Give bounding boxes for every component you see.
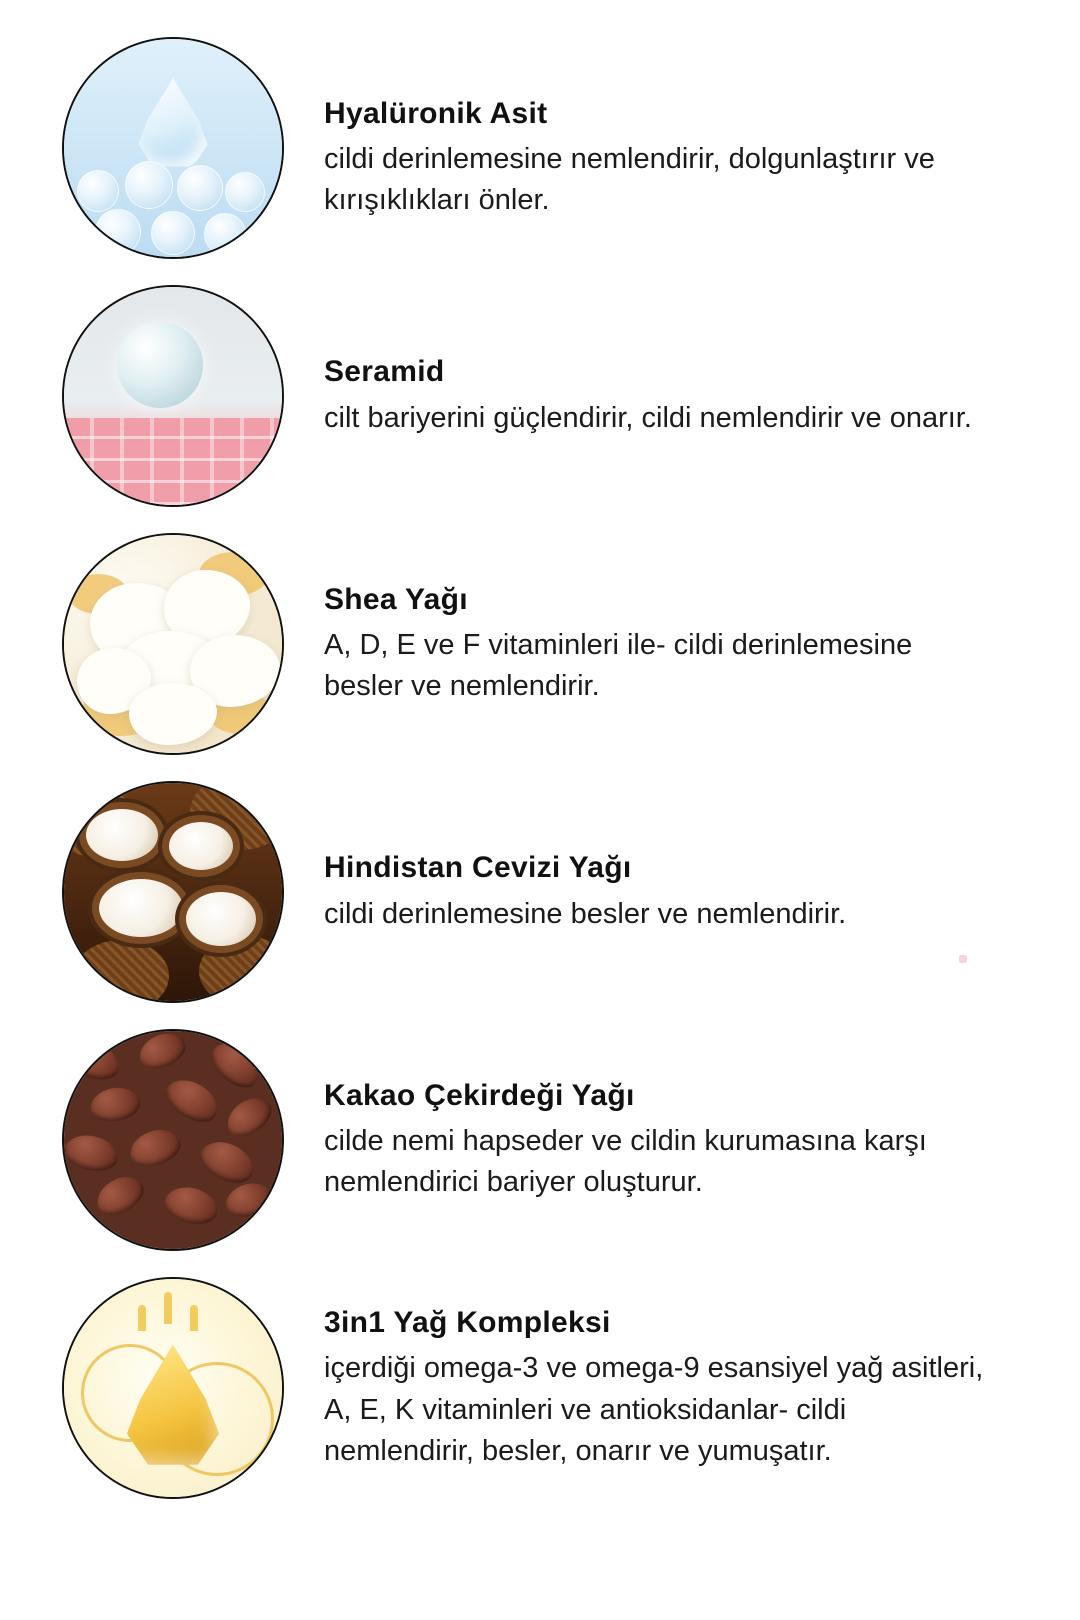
cocoa-bean [194, 1134, 260, 1190]
ingredient-thumbnail-wrap [62, 768, 284, 1016]
coconut-half [169, 822, 233, 870]
ingredient-text [284, 520, 1080, 768]
cocoa-bean [134, 1029, 191, 1076]
cocoa-bean [203, 1035, 266, 1096]
cocoa-bean [90, 1169, 150, 1223]
bubble-icon [177, 165, 223, 211]
bubble-icon [77, 170, 119, 212]
ingredient-thumbnail-wrap [62, 1264, 284, 1512]
ingredient-description: A, D, E ve F vitaminleri ile- cildi derinlemesine besler ve nemlendirir. [324, 629, 913, 703]
ceramide-skin-barrier-image [62, 285, 284, 507]
cocoa-bean [125, 1123, 185, 1173]
list-item [0, 272, 1080, 520]
cocoa-bean [88, 1084, 143, 1125]
ingredient-text [284, 1264, 1080, 1512]
ingredient-thumbnail-wrap [62, 272, 284, 520]
bubble-icon [95, 209, 141, 255]
bubble-icon [117, 322, 203, 408]
bubble-icon [225, 172, 265, 212]
ingredient-description: içerdiği omega-3 ve omega-9 esansiyel yağ asitleri, A, E, K vitaminleri ve antioksidanlar- cildi nemlendirir, besler, onarır ve yumuşatır. [324, 1352, 984, 1467]
bubble-icon [204, 213, 246, 255]
oil-splash [190, 1305, 198, 1331]
oil-complex-golden-drop-image [62, 1277, 284, 1499]
ingredient-text [284, 24, 1080, 282]
hyaluronic-art [64, 39, 282, 257]
list-item [0, 768, 1080, 1016]
list-item [0, 24, 1080, 272]
coconut-half [186, 892, 256, 946]
ingredient-title: Seramid [324, 355, 445, 389]
ingredient-thumbnail-wrap [62, 520, 284, 768]
ingredient-title: Hindistan Cevizi Yağı [324, 851, 632, 885]
shea-butter-texture-image [62, 533, 284, 755]
decorative-dot [959, 955, 967, 963]
coconut-husk [73, 940, 169, 1003]
oil-splash [164, 1292, 172, 1324]
cocoa-bean [62, 1130, 121, 1174]
cocoa-art [64, 1031, 282, 1249]
list-item [0, 1016, 1080, 1264]
coconut-oil-image [62, 781, 284, 1003]
ingredient-title: Shea Yağı [324, 582, 468, 616]
shea-art [64, 535, 282, 753]
ingredient-description: cildi derinlemesine besler ve nemlendirir. [324, 897, 847, 930]
cocoa-bean [222, 1178, 277, 1222]
ingredient-thumbnail-wrap [62, 24, 284, 272]
ceramide-art [64, 287, 282, 505]
list-item [0, 520, 1080, 768]
coconut-half [99, 879, 183, 937]
cocoa-beans-image [62, 1029, 284, 1251]
ingredient-description: cilde nemi hapseder ve cildin kurumasına karşı nemlendirici bariyer oluşturur. [324, 1125, 927, 1199]
oil-art [64, 1279, 282, 1497]
coconut-art [64, 783, 282, 1001]
ingredient-title: Hyalüronik Asit [324, 96, 548, 130]
coconut-husk [199, 936, 284, 1003]
ingredient-title: Kakao Çekirdeği Yağı [324, 1078, 635, 1112]
cocoa-bean [64, 1037, 124, 1085]
ingredient-text [284, 768, 1080, 1016]
bubble-icon [151, 211, 195, 255]
skin-cells-layer [64, 418, 282, 505]
ingredient-title: 3in1 Yağ Kompleksi [324, 1306, 611, 1340]
oil-splash [138, 1305, 146, 1331]
ingredient-text [284, 1016, 1080, 1264]
hyaluronic-acid-water-drop-image [62, 37, 284, 259]
list-item [0, 1264, 1080, 1512]
ingredient-description: cildi derinlemesine nemlendirir, dolgunlaştırır ve kırışıklıkları önler. [324, 143, 935, 217]
coconut-half [86, 809, 158, 861]
ingredient-thumbnail-wrap [62, 1016, 284, 1264]
water-drop-icon [137, 78, 209, 170]
cocoa-bean [159, 1072, 225, 1130]
cocoa-bean [161, 1182, 222, 1229]
ingredient-list [0, 24, 1080, 1512]
bubble-icon [125, 161, 173, 209]
ingredient-description: cilt bariyerini güçlendirir, cildi nemlendirir ve onarır. [324, 401, 972, 434]
cocoa-bean [220, 1090, 278, 1144]
butter-blob [129, 683, 217, 745]
ingredient-text [284, 272, 1080, 520]
